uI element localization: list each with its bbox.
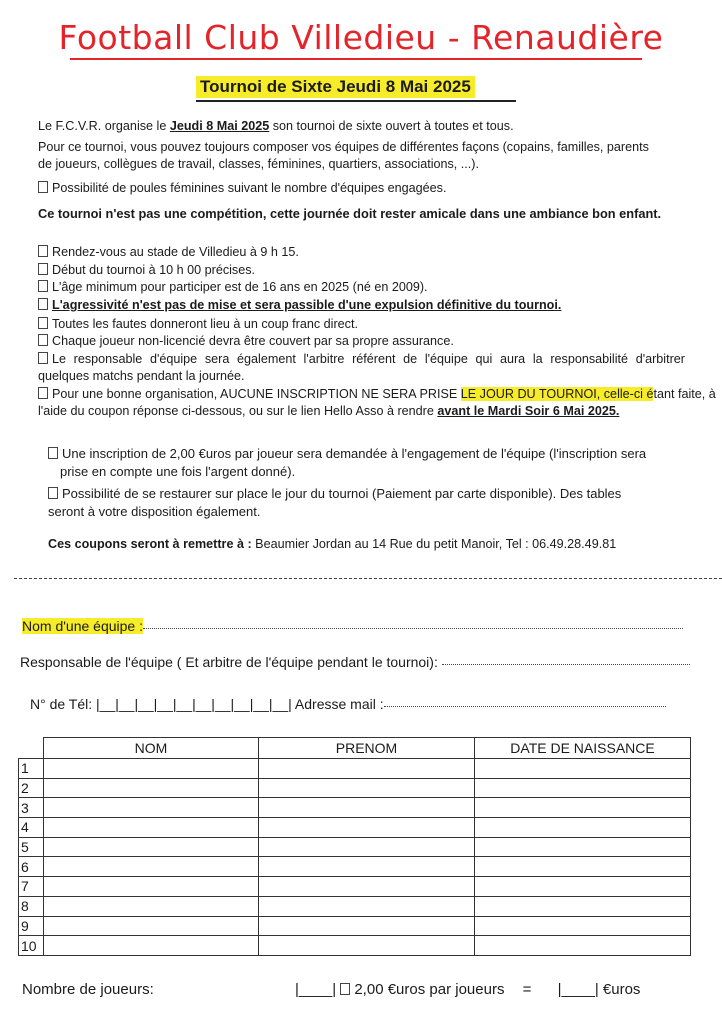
table-row: [19, 916, 691, 936]
title-underline: [70, 58, 642, 60]
intro-text: Le F.C.V.R. organise le: [38, 119, 170, 133]
intro-text: Possibilité de poules féminines suivant le nombre d'équipes engagées.: [52, 181, 447, 195]
cell-nom[interactable]: [44, 778, 259, 798]
coupon-address: Beaumier Jordan au 14 Rue du petit Manoir, Tel : 06.49.28.49.81: [251, 537, 617, 551]
rule-text: L'âge minimum pour participer est de 16 ans en 2025 (né en 2009).: [52, 280, 428, 294]
info-fee-line-2: prise en compte une fois l'argent donné).: [60, 464, 296, 479]
tournament-subtitle: Tournoi de Sixte Jeudi 8 Mai 2025: [196, 76, 475, 98]
cell-prenom[interactable]: [259, 896, 475, 916]
table-row: [19, 798, 691, 818]
cell-nom[interactable]: [44, 857, 259, 877]
header-prenom: PRENOM: [259, 738, 475, 759]
checkbox-icon: [48, 447, 58, 459]
table-row: [19, 896, 691, 916]
highlight-text: LE JOUR DU TOURNOI, celle-ci é: [460, 387, 654, 401]
intro-line-3: de joueurs, collègues de travail, classes, féminines, quartiers, associations, ...).: [38, 157, 479, 171]
checkbox-icon: [38, 317, 48, 329]
team-name-field[interactable]: [22, 618, 683, 634]
friendly-notice: Ce tournoi n'est pas une compétition, cette journée doit rester amicale dans une ambiance bon enfant.: [38, 206, 662, 221]
rule-8-line-1: [38, 386, 716, 403]
player-count-total: [295, 981, 640, 998]
rule-5: [38, 316, 358, 333]
row-number: 5: [19, 837, 44, 857]
deadline-text: avant le Mardi Soir 6 Mai 2025.: [437, 404, 620, 418]
equals-sign: =: [522, 981, 532, 998]
team-name-label: Nom d'une équipe :: [22, 618, 143, 634]
intro-text: son tournoi de sixte ouvert à toutes et tous.: [269, 119, 514, 133]
cell-prenom[interactable]: [259, 778, 475, 798]
info-text: Possibilité de se restaurer sur place le jour du tournoi (Paiement par carte disponible). Des tables: [62, 486, 622, 501]
cell-prenom[interactable]: [259, 818, 475, 838]
cell-nom[interactable]: [44, 896, 259, 916]
table-header-row: [19, 738, 691, 759]
total-amount-input[interactable]: |____|: [557, 981, 599, 998]
checkbox-icon: [340, 983, 350, 995]
player-count-input[interactable]: |____|: [295, 981, 337, 998]
cell-date[interactable]: [475, 896, 691, 916]
cell-prenom[interactable]: [259, 798, 475, 818]
table-row: [19, 759, 691, 779]
rule-text: Toutes les fautes donneront lieu à un coup franc direct.: [52, 317, 358, 331]
rule-text: l'aide du coupon réponse ci-dessous, ou sur le lien Hello Asso à rendre: [38, 404, 438, 418]
cell-prenom[interactable]: [259, 916, 475, 936]
row-number: 10: [19, 936, 44, 956]
intro-line-2: Pour ce tournoi, vous pouvez toujours composer vos équipes de différentes façons (copains, familles, parents: [38, 140, 649, 154]
header-date-naissance: DATE DE NAISSANCE: [475, 738, 691, 759]
rule-text: Pour une bonne organisation, AUCUNE INSCRIPTION NE SERA PRISE: [52, 387, 461, 401]
info-fee-line-1: [48, 446, 646, 463]
intro-line-1: [38, 118, 514, 135]
phone-input[interactable]: |__|__|__|__|__|__|__|__|__|__|: [96, 696, 292, 712]
subtitle-underline: [196, 100, 516, 102]
cell-nom[interactable]: [44, 877, 259, 897]
checkbox-icon: [48, 487, 58, 499]
table-row: [19, 778, 691, 798]
rule-text: Le responsable d'équipe sera également l'arbitre référent de l'équipe qui aura la responsabilité d'arbitrer quelques matchs pendant la journée.: [38, 352, 685, 383]
cell-nom[interactable]: [44, 798, 259, 818]
cell-prenom[interactable]: [259, 857, 475, 877]
cut-line: [14, 578, 722, 579]
coupon-contact: [48, 536, 616, 553]
checkbox-icon: [38, 352, 48, 364]
info-food-line-1: [48, 486, 621, 503]
price-per-player: 2,00 €uros par joueurs: [354, 981, 505, 998]
checkbox-icon: [38, 181, 48, 193]
row-number: 8: [19, 896, 44, 916]
currency-label: €uros: [602, 981, 641, 998]
cell-date[interactable]: [475, 778, 691, 798]
rule-7: [38, 351, 685, 384]
table-row: [19, 936, 691, 956]
rule-text: L'agressivité n'est pas de mise et sera passible d'une expulsion définitive du tournoi.: [52, 298, 562, 312]
cell-nom[interactable]: [44, 936, 259, 956]
rule-1: [38, 244, 299, 261]
row-number: 6: [19, 857, 44, 877]
table-row: [19, 818, 691, 838]
table-row: [19, 837, 691, 857]
cell-nom[interactable]: [44, 818, 259, 838]
cell-date[interactable]: [475, 818, 691, 838]
table-corner: [19, 738, 44, 759]
cell-nom[interactable]: [44, 759, 259, 779]
checkbox-icon: [38, 334, 48, 346]
info-food-line-2: seront à votre disposition également.: [48, 504, 261, 519]
rule-text: Chaque joueur non-licencié devra être couvert par sa propre assurance.: [52, 334, 454, 348]
row-number: 1: [19, 759, 44, 779]
cell-date[interactable]: [475, 837, 691, 857]
row-number: 3: [19, 798, 44, 818]
responsible-input[interactable]: [442, 664, 690, 665]
email-input[interactable]: [384, 706, 666, 707]
rule-text: Rendez-vous au stade de Villedieu à 9 h 15.: [52, 245, 299, 259]
club-title: Football Club Villedieu - Renaudière: [58, 18, 664, 57]
responsible-label: Responsable de l'équipe ( Et arbitre de l'équipe pendant le tournoi):: [20, 654, 438, 670]
email-label: Adresse mail :: [294, 696, 384, 712]
player-count-label: Nombre de joueurs:: [22, 981, 154, 998]
cell-nom[interactable]: [44, 837, 259, 857]
checkbox-icon: [38, 298, 48, 310]
rule-text: tant faite, à: [653, 387, 716, 401]
row-number: 9: [19, 916, 44, 936]
row-number: 4: [19, 818, 44, 838]
responsible-field[interactable]: [20, 654, 690, 670]
coupon-label: Ces coupons seront à remettre à :: [48, 537, 252, 551]
checkbox-icon: [38, 263, 48, 275]
cell-nom[interactable]: [44, 916, 259, 936]
rule-4: [38, 297, 561, 314]
rule-3: [38, 279, 428, 296]
event-date: Jeudi 8 Mai 2025: [169, 119, 270, 133]
team-name-input[interactable]: [143, 628, 683, 629]
cell-date[interactable]: [475, 798, 691, 818]
checkbox-icon: [38, 280, 48, 292]
rule-2: [38, 262, 255, 279]
checkbox-icon: [38, 387, 48, 399]
cell-date[interactable]: [475, 857, 691, 877]
rule-8-line-2: [38, 403, 619, 420]
phone-label: N° de Tél:: [30, 696, 93, 712]
contact-field[interactable]: [30, 696, 666, 712]
checkbox-icon: [38, 245, 48, 257]
rule-text: Début du tournoi à 10 h 00 précises.: [52, 263, 256, 277]
cell-prenom[interactable]: [259, 759, 475, 779]
cell-date[interactable]: [475, 916, 691, 936]
cell-date[interactable]: [475, 877, 691, 897]
players-table: [18, 737, 691, 956]
rule-6: [38, 333, 454, 350]
intro-line-4: [38, 180, 446, 197]
row-number: 7: [19, 877, 44, 897]
header-nom: NOM: [44, 738, 259, 759]
row-number: 2: [19, 778, 44, 798]
cell-date[interactable]: [475, 759, 691, 779]
cell-prenom[interactable]: [259, 936, 475, 956]
info-text: Une inscription de 2,00 €uros par joueur sera demandée à l'engagement de l'équipe (l'inscription sera: [62, 446, 647, 461]
table-row: [19, 857, 691, 877]
table-row: [19, 877, 691, 897]
cell-date[interactable]: [475, 936, 691, 956]
cell-prenom[interactable]: [259, 877, 475, 897]
cell-prenom[interactable]: [259, 837, 475, 857]
